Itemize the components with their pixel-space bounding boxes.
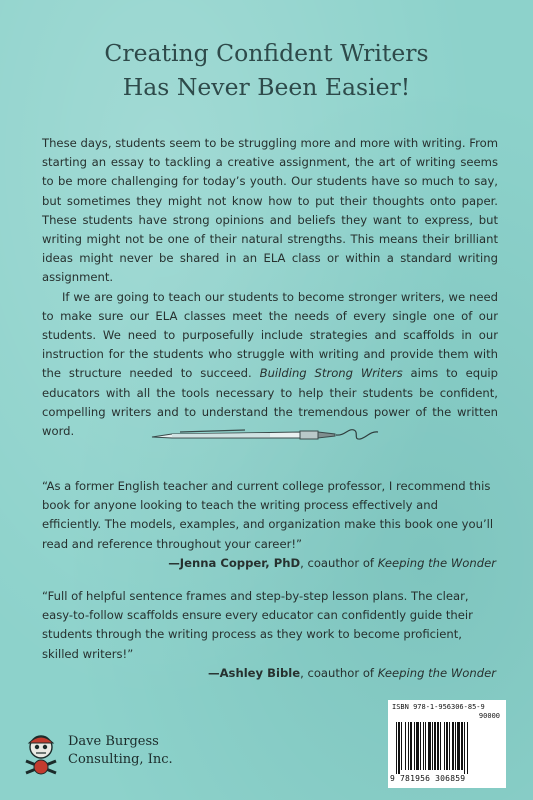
barcode-bar (410, 722, 412, 770)
barcode-bar (432, 722, 433, 770)
author-role: , coauthor of (300, 665, 378, 680)
book-title: Building Strong Writers (259, 366, 403, 381)
barcode-bar (446, 722, 448, 770)
barcode-bar (405, 722, 406, 770)
barcode-bar (449, 722, 450, 770)
barcode-bar (423, 722, 424, 770)
author-book: Keeping the Wonder (377, 665, 496, 680)
barcode-bar (408, 722, 409, 770)
barcode-bar (396, 722, 397, 774)
barcode-bar (420, 722, 421, 770)
headline (0, 36, 533, 104)
price-code: 90000 (478, 712, 500, 720)
barcode-bar (414, 722, 415, 770)
pirate-skull-icon (18, 731, 64, 777)
barcode-bar (425, 722, 426, 770)
barcode-bar (467, 722, 468, 774)
isbn-barcode (388, 700, 506, 788)
description-paragraph-2 (42, 288, 498, 442)
testimonial-quote: “As a former English teacher and current college professor, I recommend this book for anyone looking to teach the writing process effectively and efficiently. The models, examples, and organization make this book one you’ll read and reference throughout your career!” (42, 479, 494, 551)
author-name: —Jenna Copper, PhD (168, 555, 301, 570)
paragraph-2-text-end: aims to equip educators with all the tools necessary to help their students be confident, compelling writers and to understand the tremendous power of the written word. (42, 366, 499, 439)
testimonial-quote: “Full of helpful sentence frames and step-by-step lesson plans. The clear, easy-to-follow scaffolds ensure every educator can confidently guide their students through the writing process as they work to become proficient, skilled writers!” (42, 589, 473, 661)
barcode-bar (461, 722, 463, 770)
publisher-name-line-1: Dave Burgess (68, 734, 159, 749)
barcode-bar (437, 722, 439, 770)
pen-illustration (150, 422, 380, 446)
testimonials (42, 477, 498, 697)
testimonial-attribution (42, 554, 496, 573)
barcode-bar (401, 722, 402, 770)
barcode-bars (394, 722, 500, 774)
testimonial-attribution (42, 664, 496, 683)
publisher-name-line-2: Consulting, Inc. (68, 752, 173, 767)
barcode-bar (444, 722, 445, 770)
barcode-bar (428, 722, 431, 770)
headline-line-2: Has Never Been Easier! (122, 73, 411, 101)
publisher-logo (18, 731, 188, 777)
barcode-bar (452, 722, 454, 770)
barcode-bar (464, 722, 465, 774)
publisher-name (68, 733, 173, 769)
author-role: , coauthor of (300, 555, 378, 570)
headline-line-1: Creating Confident Writers (104, 39, 429, 67)
author-book: Keeping the Wonder (377, 555, 496, 570)
isbn-label: ISBN 978-1-956306-85-9 (392, 703, 485, 711)
barcode-bar (457, 722, 460, 770)
barcode-bar (455, 722, 456, 770)
barcode-bar (434, 722, 436, 770)
description (42, 134, 498, 441)
ean-digits: 9 781956 306859 (390, 774, 466, 783)
barcode-bar (440, 722, 441, 770)
paragraph-2-text: If we are going to teach our students to become stronger writers, we need to make sure our ELA classes meet the needs of every single one of our students. We need to purposefully include strategies and scaffolds in our instruction for the students who struggle with writing and provide them with the structure needed to succeed. (42, 289, 498, 381)
barcode-bar (416, 722, 419, 770)
description-paragraph-1: These days, students seem to be struggling more and more with writing. From starting an essay to tackling a creative assignment, the art of writing seems to be more challenging for today’s youth. Our students have so much to say, but sometimes they might not know how to put their thoughts onto paper. These students have strong opinions and beliefs they want to express, but writing might not be one of their natural strengths. This means their brilliant ideas might never be shared in an ELA class or within a standard writing assignment. (42, 136, 498, 285)
author-name: —Ashley Bible (207, 665, 301, 680)
barcode-bar (398, 722, 400, 774)
